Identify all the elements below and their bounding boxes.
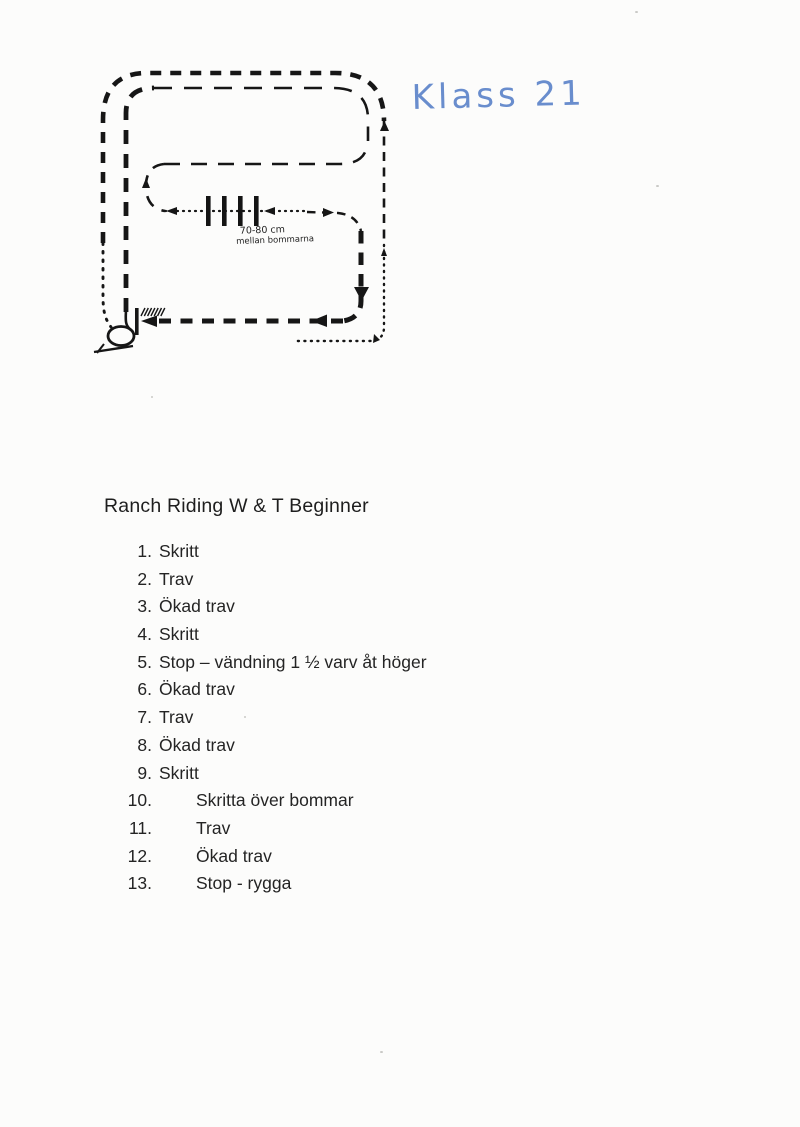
step-text: Ökad trav [159, 679, 235, 700]
step-number: 1. [137, 541, 152, 561]
scan-speck [635, 11, 638, 13]
arrow-right-after-poles-icon [323, 208, 334, 217]
step-number: 2. [137, 568, 152, 589]
step-item [104, 676, 554, 704]
step-item [104, 704, 554, 732]
pattern-steps [104, 538, 554, 898]
right-rail-dotted [296, 245, 384, 341]
arrow-left-pole-line-2-icon [264, 207, 275, 215]
step-item [104, 732, 554, 760]
step-number: 7. [137, 707, 152, 728]
step-text: Ökad trav [159, 596, 235, 617]
arrow-up-left-u-icon [142, 178, 150, 188]
step-item [104, 760, 554, 788]
step-item [104, 870, 554, 898]
step-number: 10. [127, 790, 152, 811]
step-number: 9. [137, 762, 152, 783]
step-number: 12. [127, 845, 152, 866]
step-text: Stop – vändning 1 ½ varv åt höger [159, 651, 427, 672]
start-circle-icon [94, 327, 134, 354]
step-text: Skritt [159, 762, 199, 783]
step-item [104, 787, 554, 815]
arrow-left-pole-line-icon [166, 207, 177, 215]
step-item [104, 843, 554, 871]
step-number: 4. [137, 624, 152, 645]
arrow-up-right-rail-icon [380, 121, 389, 131]
step-text: Ökad trav [159, 734, 235, 755]
pole [222, 196, 227, 226]
arrow-left-bottom-icon [311, 315, 327, 328]
step-text: Skritt [159, 624, 199, 645]
outer-track-dotted-left [103, 243, 111, 327]
scan-speck [656, 185, 659, 187]
step-item [104, 815, 554, 843]
step-item [104, 649, 554, 677]
arrow-up-right-dotted-icon [381, 248, 387, 256]
arrow-left-finish-icon [141, 316, 157, 328]
pattern-title: Ranch Riding W & T Beginner [104, 495, 369, 517]
arrow-down-inner-right-icon [354, 287, 369, 301]
scan-speck [151, 396, 153, 398]
pole-gap-label-line2: mellan bommarna [236, 234, 315, 247]
step-number: 5. [137, 651, 152, 672]
step-number: 13. [127, 873, 152, 894]
pole [206, 196, 211, 226]
inner-right-down [343, 231, 361, 321]
step-text: Stop - rygga [196, 873, 292, 894]
step-text: Skritt [159, 541, 199, 561]
middle-line [164, 150, 366, 164]
scan-speck [244, 716, 246, 718]
step-item [104, 593, 554, 621]
outer-track-dashed [103, 73, 384, 243]
step-text: Trav [159, 707, 194, 728]
step-text: Trav [159, 568, 194, 589]
step-item [104, 621, 554, 649]
step-text: Skritta över bommar [196, 790, 354, 811]
step-text: Trav [196, 817, 231, 838]
step-item [104, 566, 554, 594]
pole [238, 196, 243, 226]
step-text: Ökad trav [196, 845, 272, 866]
after-poles-dash [307, 212, 361, 231]
hatch-marks [141, 308, 165, 316]
step-number: 6. [137, 679, 152, 700]
step-number: 3. [137, 596, 152, 617]
inner-top-loop [154, 88, 368, 141]
step-number: 11. [128, 817, 152, 838]
pole [254, 196, 259, 226]
scan-speck [380, 1051, 383, 1053]
handwritten-class-label: Klass 21 [411, 73, 587, 118]
pole-gap-label-line1: 70-80 cm [239, 224, 286, 237]
step-item [104, 538, 554, 566]
step-number: 8. [137, 734, 152, 755]
arrow-up-bottom-curve-icon [373, 334, 380, 343]
